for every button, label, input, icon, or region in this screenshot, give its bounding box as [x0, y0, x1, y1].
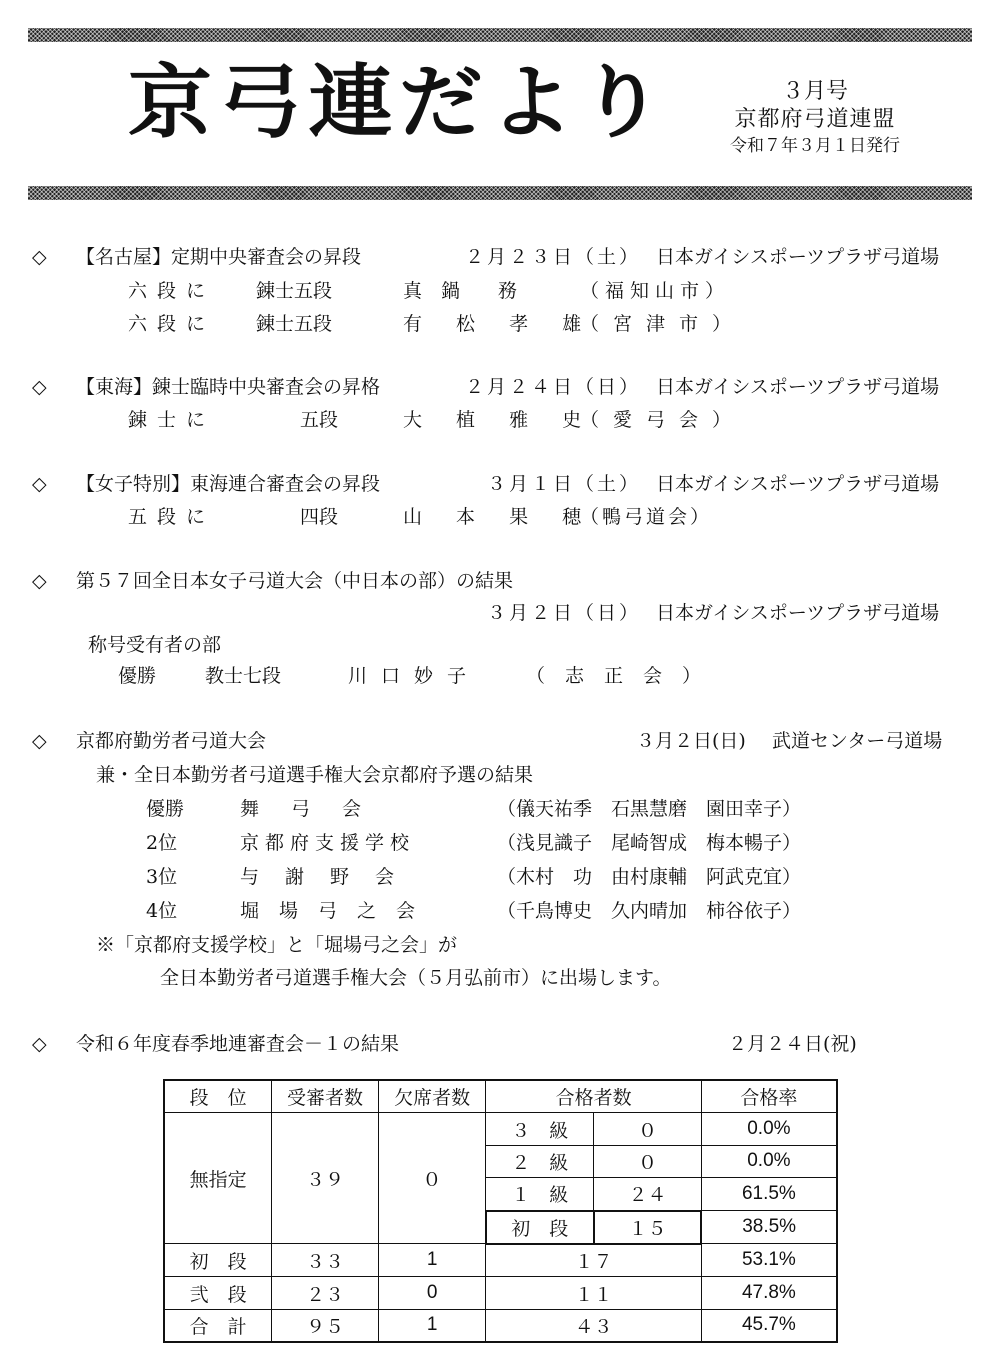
- examinees-cell: ９５: [272, 1309, 379, 1342]
- section-title: 【名古屋】定期中央審査会の昇段: [76, 246, 362, 268]
- rate-cell: 47.8%: [701, 1277, 837, 1309]
- header-cell: 合格者数: [486, 1080, 701, 1113]
- result-place: 優勝: [146, 798, 185, 820]
- passed-cell: １１: [486, 1277, 701, 1309]
- team-name: 舞弓会: [240, 798, 394, 820]
- rank-cell: 初 段: [164, 1244, 272, 1277]
- section-marker: ◇: [32, 1033, 47, 1055]
- newsletter-logo: 京弓連だより: [128, 55, 670, 149]
- person-name: 川口妙子: [348, 665, 481, 687]
- grade-cell: ２ 級: [486, 1145, 594, 1177]
- examinees-cell: ３９: [272, 1113, 379, 1244]
- team-members: （木村 功 由村康輔 阿武克宜）: [497, 866, 802, 888]
- header-bottom-border: [28, 186, 972, 200]
- examinees-cell: ３３: [272, 1244, 379, 1277]
- publish-date: 令和７年３月１日発行: [730, 136, 900, 156]
- person-name: 有 松 孝 雄: [403, 313, 596, 335]
- result-rank: 教士七段: [205, 665, 282, 687]
- section-venue: 日本ガイシスポーツプラザ弓道場: [656, 602, 940, 624]
- section-marker: ◇: [32, 473, 47, 495]
- team-name: 与謝野会: [240, 866, 421, 888]
- team-members: （儀天祐季 石黒慧磨 園田幸子）: [497, 798, 802, 820]
- section-venue: 日本ガイシスポーツプラザ弓道場: [656, 376, 940, 398]
- absent-cell: 1: [378, 1309, 486, 1342]
- section-date: ２月２３日（土）: [465, 246, 642, 268]
- team-members: （浅見識子 尾崎智成 梅本暢子）: [497, 832, 802, 854]
- team-name: 堀場弓之会: [240, 900, 436, 922]
- person-club: （愛弓会）: [580, 409, 746, 431]
- team-name: 京都府支援学校: [240, 832, 416, 854]
- header-cell: 受審者数: [272, 1080, 379, 1113]
- person-club: （志正会）: [526, 665, 722, 687]
- section-title: 【女子特別】東海連合審査会の昇段: [76, 473, 381, 495]
- section-venue: 武道センター弓道場: [772, 730, 943, 752]
- grade-cell: ３ 級: [486, 1113, 594, 1145]
- passed-cell: １７: [486, 1244, 701, 1277]
- rate-cell: 38.5%: [701, 1211, 837, 1244]
- rank-cell: 合 計: [164, 1309, 272, 1342]
- result-place: 3位: [146, 866, 178, 888]
- passed-cell: １５: [594, 1211, 702, 1244]
- section-date: ２月２４日（日）: [465, 376, 642, 398]
- rate-cell: 61.5%: [701, 1178, 837, 1211]
- section-venue: 日本ガイシスポーツプラザ弓道場: [656, 473, 940, 495]
- person-club: （宮津市）: [580, 313, 746, 335]
- table-row: [164, 1244, 837, 1277]
- section-marker: ◇: [32, 246, 47, 268]
- section-marker: ◇: [32, 570, 47, 592]
- person-club: （福知山市）: [580, 280, 731, 302]
- section-date: ３月２日（日）: [487, 602, 642, 624]
- table-row: [164, 1113, 837, 1145]
- rank-cell: 無指定: [164, 1113, 272, 1244]
- absent-cell: 0: [378, 1277, 486, 1309]
- section-marker: ◇: [32, 730, 47, 752]
- issue-label: ３月号: [781, 79, 848, 104]
- absent-cell: ０: [378, 1113, 486, 1244]
- header-cell: 段 位: [164, 1080, 272, 1113]
- exam-results-table: [163, 1079, 838, 1343]
- section-subheading: 兼・全日本勤労者弓道選手権大会京都府予選の結果: [96, 764, 534, 786]
- organization-name: 京都府弓道連盟: [734, 107, 896, 132]
- section-subheading: 称号受有者の部: [88, 634, 222, 656]
- section-date: ３月２日(日): [636, 730, 746, 752]
- result-place: 2位: [146, 832, 178, 854]
- section-title: 令和６年度春季地連審査会－１の結果: [76, 1033, 400, 1055]
- table-row: [164, 1277, 837, 1309]
- promotion-from: 錬士五段: [256, 280, 333, 302]
- rate-cell: 0.0%: [701, 1113, 837, 1145]
- absent-cell: 1: [378, 1244, 486, 1277]
- section-title: 第５７回全日本女子弓道大会（中日本の部）の結果: [76, 570, 514, 592]
- grade-cell: １ 級: [486, 1178, 594, 1211]
- passed-cell: ０: [594, 1113, 702, 1145]
- result-place: 優勝: [118, 665, 157, 687]
- rate-cell: 45.7%: [701, 1309, 837, 1342]
- header-cell: 欠席者数: [378, 1080, 486, 1113]
- result-place: 4位: [146, 900, 178, 922]
- note-line: ※「京都府支援学校」と「堀場弓之会」が: [96, 934, 458, 956]
- table-header-row: [164, 1080, 837, 1113]
- header-cell: 合格率: [701, 1080, 837, 1113]
- passed-cell: ４３: [486, 1309, 701, 1342]
- passed-cell: ２４: [594, 1178, 702, 1211]
- promotion-to: 五段に: [128, 506, 216, 528]
- section-title: 【東海】錬士臨時中央審査会の昇格: [76, 376, 381, 398]
- person-club: （鴨弓道会）: [580, 506, 713, 528]
- section-date: ３月１日（土）: [487, 473, 642, 495]
- person-name: 真 鍋 務: [403, 280, 518, 302]
- examinees-cell: ２３: [272, 1277, 379, 1309]
- person-name: 山 本 果 穂: [403, 506, 596, 528]
- section-date: ２月２４日(祝): [728, 1033, 857, 1055]
- promotion-to: 六段に: [128, 280, 216, 302]
- passed-cell: ０: [594, 1145, 702, 1177]
- section-title: 京都府勤労者弓道大会: [76, 730, 267, 752]
- header-top-border: [28, 28, 972, 42]
- promotion-from: 五段: [300, 409, 339, 431]
- note-line: 全日本勤労者弓道選手権大会（５月弘前市）に出場します。: [160, 967, 672, 989]
- promotion-from: 四段: [300, 506, 339, 528]
- rate-cell: 53.1%: [701, 1244, 837, 1277]
- person-name: 大 植 雅 史: [403, 409, 596, 431]
- promotion-to: 錬士に: [128, 409, 216, 431]
- section-venue: 日本ガイシスポーツプラザ弓道場: [656, 246, 940, 268]
- table-total-row: [164, 1309, 837, 1342]
- promotion-from: 錬士五段: [256, 313, 333, 335]
- section-marker: ◇: [32, 376, 47, 398]
- rate-cell: 0.0%: [701, 1145, 837, 1177]
- promotion-to: 六段に: [128, 313, 216, 335]
- grade-cell: 初 段: [486, 1211, 594, 1244]
- team-members: （千鳥博史 久内晴加 柿谷依子）: [497, 900, 802, 922]
- rank-cell: 弐 段: [164, 1277, 272, 1309]
